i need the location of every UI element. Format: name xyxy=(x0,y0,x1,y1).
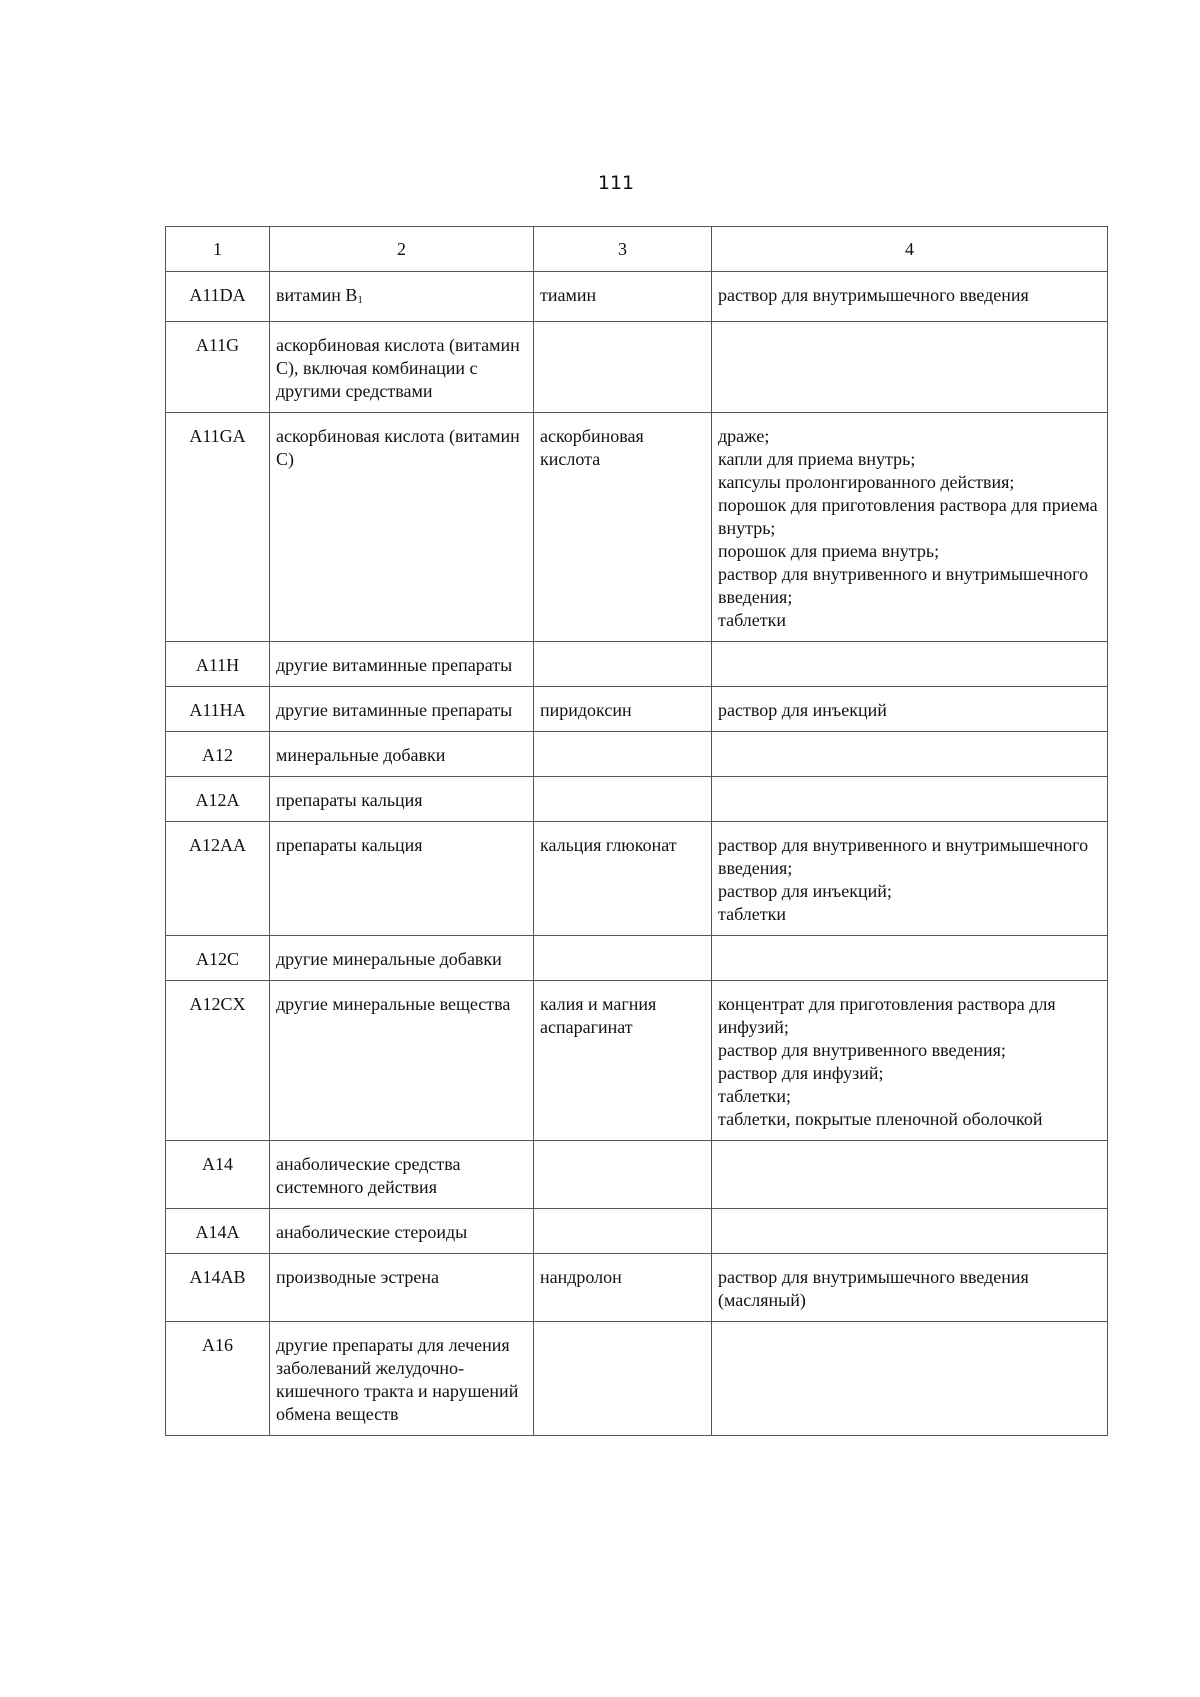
dosage-forms-cell xyxy=(712,936,1108,981)
group-name-text: препараты кальция xyxy=(276,835,423,855)
atc-code-cell: A12AA xyxy=(166,822,270,936)
table-row xyxy=(166,1141,1108,1209)
dosage-forms-cell xyxy=(712,732,1108,777)
atc-code-cell: A12A xyxy=(166,777,270,822)
group-name-text: минеральные добавки xyxy=(276,745,446,765)
group-name-cell xyxy=(270,936,534,981)
dosage-forms-cell: концентрат для приготовления раствора для инфузий; раствор для внутривенного введения; раствор для инфузий; таблетки; таблетки, покрытые пленочной оболочкой xyxy=(712,981,1108,1141)
group-name-text: другие минеральные добавки xyxy=(276,949,502,969)
atc-code-cell: A14 xyxy=(166,1141,270,1209)
dosage-forms-cell: раствор для внутривенного и внутримышечного введения; раствор для инъекций; таблетки xyxy=(712,822,1108,936)
table-row xyxy=(166,981,1108,1141)
column-header: 1 xyxy=(166,227,270,272)
group-name-cell xyxy=(270,777,534,822)
group-name-text: другие витаминные препараты xyxy=(276,700,513,720)
dosage-forms-cell xyxy=(712,1322,1108,1436)
drug-name-cell xyxy=(534,1141,712,1209)
atc-code-cell: A14A xyxy=(166,1209,270,1254)
group-name-cell xyxy=(270,1141,534,1209)
group-name-text: витамин B xyxy=(276,285,358,305)
group-name-text: препараты кальция xyxy=(276,790,423,810)
group-name-text: аскорбиновая кислота (витамин С) xyxy=(276,426,520,469)
group-name-text: анаболические средства системного действия xyxy=(276,1154,461,1197)
atc-code-cell: A11GA xyxy=(166,413,270,642)
atc-code-cell: A12CX xyxy=(166,981,270,1141)
group-name-text: другие витаминные препараты xyxy=(276,655,513,675)
column-header: 4 xyxy=(712,227,1108,272)
group-name-cell xyxy=(270,1254,534,1322)
atc-code-cell: A11H xyxy=(166,642,270,687)
table-row xyxy=(166,1209,1108,1254)
atc-code-cell: A12C xyxy=(166,936,270,981)
group-name-cell xyxy=(270,642,534,687)
drug-name-cell xyxy=(534,732,712,777)
dosage-forms-cell xyxy=(712,1209,1108,1254)
group-name-subscript: 1 xyxy=(357,294,363,306)
atc-code-cell: A12 xyxy=(166,732,270,777)
column-header: 2 xyxy=(270,227,534,272)
dosage-forms-cell: раствор для внутримышечного введения (масляный) xyxy=(712,1254,1108,1322)
dosage-forms-cell: драже; капли для приема внутрь; капсулы пролонгированного действия; порошок для приготовления раствора для приема внутрь; порошок для приема внутрь; раствор для внутривенного и внутримышечного введения; таблетки xyxy=(712,413,1108,642)
drug-name-cell: кальция глюконат xyxy=(534,822,712,936)
group-name-text: производные эстрена xyxy=(276,1267,440,1287)
group-name-text: другие препараты для лечения заболеваний желудочно-кишечного тракта и нарушений обмена веществ xyxy=(276,1335,519,1424)
table-row xyxy=(166,322,1108,413)
table-row xyxy=(166,272,1108,322)
atc-code-cell: A11G xyxy=(166,322,270,413)
drug-name-cell: аскорбиновая кислота xyxy=(534,413,712,642)
group-name-cell xyxy=(270,413,534,642)
group-name-cell xyxy=(270,687,534,732)
table-row xyxy=(166,687,1108,732)
table-row xyxy=(166,822,1108,936)
drug-name-cell xyxy=(534,1209,712,1254)
dosage-forms-cell: раствор для внутримышечного введения xyxy=(712,272,1108,322)
drug-name-cell: нандролон xyxy=(534,1254,712,1322)
group-name-cell xyxy=(270,822,534,936)
group-name-text: анаболические стероиды xyxy=(276,1222,468,1242)
drug-name-cell xyxy=(534,642,712,687)
dosage-forms-cell xyxy=(712,777,1108,822)
page-number: 111 xyxy=(597,172,635,194)
drug-name-cell: тиамин xyxy=(534,272,712,322)
atc-code-cell: A11HA xyxy=(166,687,270,732)
dosage-forms-cell: раствор для инъекций xyxy=(712,687,1108,732)
table-row xyxy=(166,1322,1108,1436)
dosage-forms-cell xyxy=(712,1141,1108,1209)
dosage-forms-cell xyxy=(712,642,1108,687)
drug-name-cell xyxy=(534,777,712,822)
table-row xyxy=(166,732,1108,777)
group-name-cell xyxy=(270,272,534,322)
group-name-cell xyxy=(270,322,534,413)
drug-name-cell xyxy=(534,1322,712,1436)
column-header: 3 xyxy=(534,227,712,272)
drug-name-cell: калия и магния аспарагинат xyxy=(534,981,712,1141)
atc-code-cell: A11DA xyxy=(166,272,270,322)
group-name-cell xyxy=(270,732,534,777)
atc-code-cell: A16 xyxy=(166,1322,270,1436)
group-name-cell xyxy=(270,981,534,1141)
table-row xyxy=(166,642,1108,687)
table-body xyxy=(166,272,1108,1436)
drug-name-cell xyxy=(534,936,712,981)
atc-code-cell: A14AB xyxy=(166,1254,270,1322)
table-row xyxy=(166,936,1108,981)
table-row xyxy=(166,413,1108,642)
table-row xyxy=(166,1254,1108,1322)
group-name-text: аскорбиновая кислота (витамин С), включая комбинации с другими средствами xyxy=(276,335,520,401)
table-row xyxy=(166,777,1108,822)
group-name-cell xyxy=(270,1209,534,1254)
drug-name-cell: пиридоксин xyxy=(534,687,712,732)
group-name-text: другие минеральные вещества xyxy=(276,994,511,1014)
group-name-cell xyxy=(270,1322,534,1436)
drug-name-cell xyxy=(534,322,712,413)
drug-table xyxy=(165,226,1108,1436)
dosage-forms-cell xyxy=(712,322,1108,413)
table-header-row xyxy=(166,227,1108,272)
